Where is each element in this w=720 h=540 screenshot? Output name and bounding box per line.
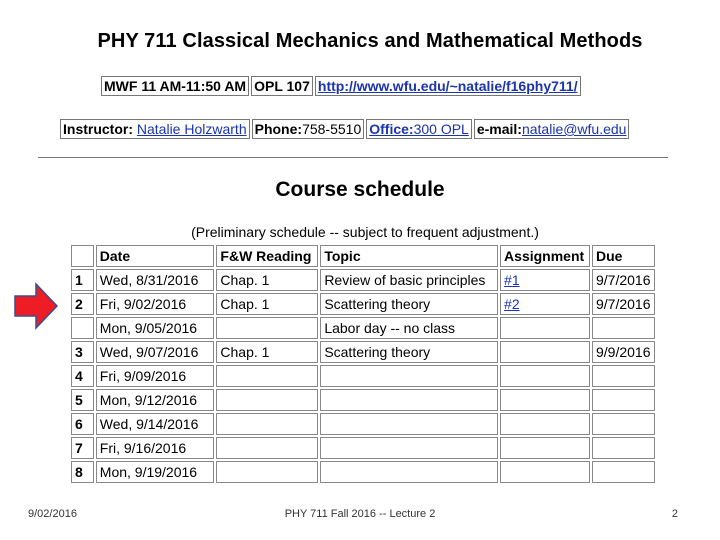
course-time: MWF 11 AM-11:50 AM xyxy=(101,76,249,96)
lecture-date: Wed, 8/31/2016 xyxy=(96,269,215,291)
lecture-topic xyxy=(320,413,498,435)
phone-label: Phone: xyxy=(254,121,303,137)
phone-number: 758-5510 xyxy=(302,121,362,137)
office-link[interactable]: 300 OPL xyxy=(413,121,469,137)
lecture-reading xyxy=(216,317,318,339)
footer-slide-number: 2 xyxy=(671,508,678,520)
lecture-reading: Chap. 1 xyxy=(216,341,318,363)
lecture-reading: Chap. 1 xyxy=(216,269,318,291)
lecture-topic xyxy=(320,389,498,411)
lecture-topic: Labor day -- no class xyxy=(320,317,498,339)
instructor-name-link[interactable]: Natalie Holzwarth xyxy=(136,121,247,137)
lecture-due: 9/9/2016 xyxy=(592,341,655,363)
col-header-date: Date xyxy=(96,245,215,267)
col-header-topic: Topic xyxy=(320,245,498,267)
lecture-topic: Scattering theory xyxy=(320,293,498,315)
schedule-row xyxy=(71,293,655,315)
schedule-row xyxy=(71,317,655,339)
footer-date: 9/02/2016 xyxy=(28,508,77,520)
email-label: e-mail: xyxy=(476,121,522,137)
lecture-due: 9/7/2016 xyxy=(592,269,655,291)
lecture-date: Wed, 9/14/2016 xyxy=(96,413,215,435)
lecture-due xyxy=(592,461,655,483)
course-url-link[interactable]: http://www.wfu.edu/~natalie/f16phy711/ xyxy=(317,78,578,94)
schedule-table-container xyxy=(69,243,657,480)
lecture-reading xyxy=(216,437,318,459)
lecture-date: Mon, 9/12/2016 xyxy=(96,389,215,411)
instructor-label: Instructor: xyxy=(63,121,133,137)
lecture-date: Fri, 9/02/2016 xyxy=(96,293,215,315)
lecture-due xyxy=(592,413,655,435)
lecture-assignment xyxy=(500,437,590,459)
email-link[interactable]: natalie@wfu.edu xyxy=(521,121,627,137)
lecture-number: 3 xyxy=(71,341,94,363)
schedule-row xyxy=(71,269,655,291)
schedule-row xyxy=(71,365,655,387)
lecture-assignment xyxy=(500,413,590,435)
lecture-number: 2 xyxy=(71,293,94,315)
schedule-row xyxy=(71,437,655,459)
lecture-number xyxy=(71,317,94,339)
lecture-assignment xyxy=(500,389,590,411)
schedule-row xyxy=(71,461,655,483)
lecture-topic xyxy=(320,437,498,459)
lecture-topic: Scattering theory xyxy=(320,341,498,363)
schedule-row xyxy=(71,413,655,435)
lecture-topic: Review of basic principles xyxy=(320,269,498,291)
assignment-link[interactable]: #2 xyxy=(504,296,520,312)
col-header-reading: F&W Reading xyxy=(216,245,318,267)
lecture-assignment xyxy=(500,269,590,291)
lecture-assignment xyxy=(500,317,590,339)
lecture-reading xyxy=(216,389,318,411)
course-info-table xyxy=(99,74,583,98)
lecture-reading xyxy=(216,413,318,435)
divider xyxy=(38,157,668,158)
red-arrow-icon xyxy=(14,282,58,330)
schedule-table xyxy=(69,243,657,485)
lecture-number: 8 xyxy=(71,461,94,483)
lecture-date: Fri, 9/16/2016 xyxy=(96,437,215,459)
schedule-row xyxy=(71,389,655,411)
lecture-number: 6 xyxy=(71,413,94,435)
lecture-topic xyxy=(320,461,498,483)
instructor-info-table xyxy=(58,117,631,141)
lecture-date: Fri, 9/09/2016 xyxy=(96,365,215,387)
lecture-due xyxy=(592,437,655,459)
footer-course: PHY 711 Fall 2016 -- Lecture 2 xyxy=(284,508,436,520)
lecture-date: Wed, 9/07/2016 xyxy=(96,341,215,363)
lecture-reading: Chap. 1 xyxy=(216,293,318,315)
schedule-subtitle: (Preliminary schedule -- subject to frequent adjustment.) xyxy=(191,224,539,240)
page-title: PHY 711 Classical Mechanics and Mathematical Methods xyxy=(97,30,643,52)
lecture-reading xyxy=(216,461,318,483)
lecture-assignment xyxy=(500,461,590,483)
assignment-link[interactable]: #1 xyxy=(504,272,520,288)
lecture-date: Mon, 9/19/2016 xyxy=(96,461,215,483)
lecture-reading xyxy=(216,365,318,387)
schedule-body xyxy=(71,269,655,483)
col-header-number xyxy=(71,245,94,267)
lecture-number: 1 xyxy=(71,269,94,291)
schedule-heading: Course schedule xyxy=(275,178,445,201)
col-header-assignment: Assignment xyxy=(500,245,590,267)
schedule-row xyxy=(71,341,655,363)
lecture-number: 5 xyxy=(71,389,94,411)
col-header-due: Due xyxy=(592,245,655,267)
course-room: OPL 107 xyxy=(251,76,313,96)
lecture-date: Mon, 9/05/2016 xyxy=(96,317,215,339)
lecture-number: 4 xyxy=(71,365,94,387)
office-label-link[interactable]: Office: xyxy=(369,121,414,137)
lecture-topic xyxy=(320,365,498,387)
lecture-assignment xyxy=(500,293,590,315)
lecture-assignment xyxy=(500,341,590,363)
lecture-due xyxy=(592,389,655,411)
schedule-header-row xyxy=(71,245,655,267)
lecture-number: 7 xyxy=(71,437,94,459)
lecture-due: 9/7/2016 xyxy=(592,293,655,315)
lecture-due xyxy=(592,365,655,387)
lecture-due xyxy=(592,317,655,339)
lecture-assignment xyxy=(500,365,590,387)
